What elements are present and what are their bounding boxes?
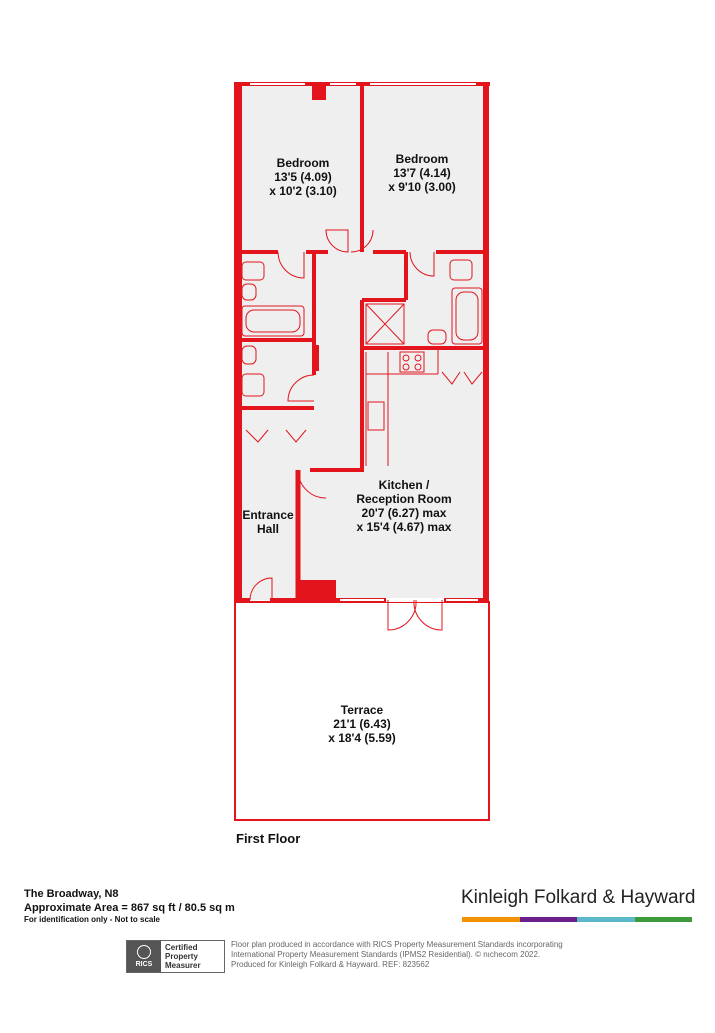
rics-text: Certified Property Measurer — [165, 943, 201, 970]
property-address — [24, 887, 235, 915]
kitchen-label: Kitchen / Reception Room 20'7 (6.27) max x 15'4 (4.67) max — [356, 478, 452, 534]
brand-color-bars — [462, 917, 692, 922]
brand-bar-orange — [462, 917, 520, 922]
floor-label: First Floor — [236, 831, 301, 846]
brand-bar-purple — [520, 917, 578, 922]
area-text: Approximate Area = 867 sq ft / 80.5 sq m — [24, 902, 235, 914]
rics-logo-icon: RICS — [127, 941, 161, 972]
bedroom2-label: Bedroom 13'7 (4.14) x 9'10 (3.00) — [388, 152, 456, 194]
rics-badge — [126, 940, 225, 973]
brand-bar-green — [635, 917, 693, 922]
identification-note: For identification only - Not to scale — [24, 915, 161, 924]
bedroom1-label: Bedroom 13'5 (4.09) x 10'2 (3.10) — [269, 156, 337, 198]
entrance-hall-label: Entrance Hall — [242, 508, 294, 536]
address-text: The Broadway, N8 — [24, 888, 119, 900]
brand-bar-teal — [577, 917, 635, 922]
disclaimer: Floor plan produced in accordance with RICS Property Measurement Standards incorporating International Property Measurement Standards (IPMS2 Residential). © nıchecom 2022. Produced for Kinleigh Folkard & Hayward. REF: 823562 — [231, 940, 563, 969]
terrace-label: Terrace 21'1 (6.43) x 18'4 (5.59) — [328, 703, 396, 745]
brand-name: Kinleigh Folkard & Hayward — [461, 887, 696, 908]
